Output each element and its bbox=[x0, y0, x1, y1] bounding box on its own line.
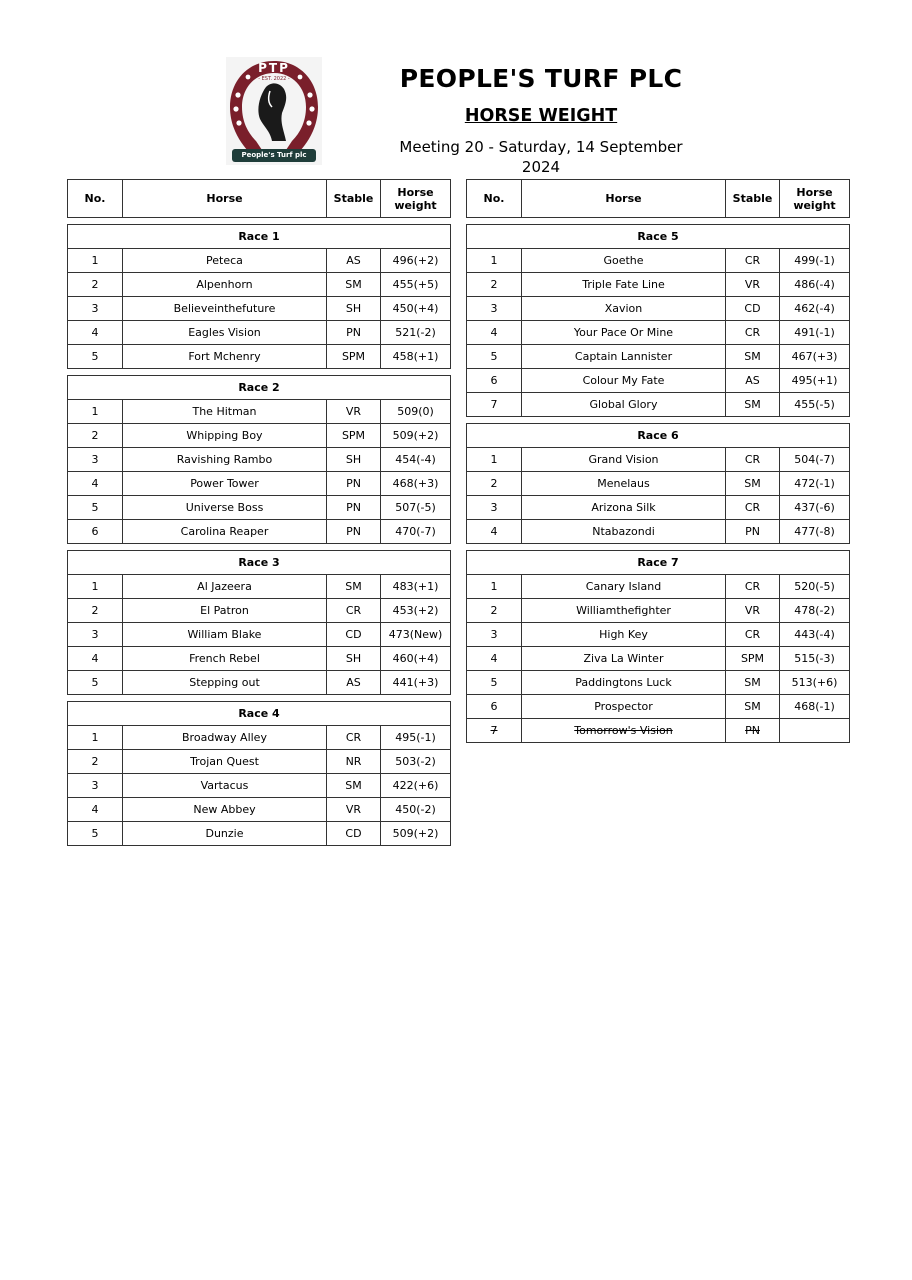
left-races-table bbox=[67, 179, 451, 846]
table-row bbox=[467, 321, 850, 345]
table-row bbox=[68, 774, 451, 798]
header bbox=[380, 62, 702, 177]
runner-number: 5 bbox=[467, 671, 522, 695]
runner-number: 5 bbox=[467, 345, 522, 369]
table-row bbox=[467, 472, 850, 496]
horse-name: Captain Lannister bbox=[522, 345, 726, 369]
horse-weight: 515(-3) bbox=[780, 647, 850, 671]
table-row bbox=[467, 695, 850, 719]
horse-weight: 450(-2) bbox=[381, 798, 451, 822]
stable-code: PN bbox=[726, 719, 780, 743]
horse-name: Universe Boss bbox=[123, 496, 327, 520]
race-title-row bbox=[467, 424, 850, 448]
horse-weight: 472(-1) bbox=[780, 472, 850, 496]
runner-number: 2 bbox=[467, 472, 522, 496]
runner-number: 6 bbox=[467, 695, 522, 719]
runner-number: 4 bbox=[68, 472, 123, 496]
horse-name: Xavion bbox=[522, 297, 726, 321]
horse-name: Stepping out bbox=[123, 671, 327, 695]
horse-weight: 422(+6) bbox=[381, 774, 451, 798]
table-row bbox=[68, 448, 451, 472]
horse-weight: 468(+3) bbox=[381, 472, 451, 496]
page-title: PEOPLE'S TURF PLC bbox=[399, 64, 683, 93]
table-row bbox=[467, 520, 850, 544]
horse-name: Eagles Vision bbox=[123, 321, 327, 345]
horse-weight: 454(-4) bbox=[381, 448, 451, 472]
race-spacer bbox=[68, 218, 451, 225]
table-row bbox=[68, 273, 451, 297]
horse-weight: 477(-8) bbox=[780, 520, 850, 544]
horse-weight: 491(-1) bbox=[780, 321, 850, 345]
race-title: Race 4 bbox=[68, 702, 451, 726]
runner-number: 7 bbox=[467, 719, 522, 743]
table-row bbox=[68, 822, 451, 846]
col-header-no: No. bbox=[467, 180, 522, 218]
runner-number: 2 bbox=[68, 424, 123, 448]
table-row bbox=[68, 321, 451, 345]
stable-code: PN bbox=[327, 472, 381, 496]
horse-weight: 478(-2) bbox=[780, 599, 850, 623]
stable-code: AS bbox=[327, 671, 381, 695]
horse-name: Broadway Alley bbox=[123, 726, 327, 750]
stable-code: CR bbox=[726, 623, 780, 647]
right-races-table bbox=[466, 179, 850, 743]
horse-weight: 437(-6) bbox=[780, 496, 850, 520]
horse-name: Paddingtons Luck bbox=[522, 671, 726, 695]
stable-code: PN bbox=[726, 520, 780, 544]
horse-name: El Patron bbox=[123, 599, 327, 623]
stable-code: SPM bbox=[327, 345, 381, 369]
horse-name: Peteca bbox=[123, 249, 327, 273]
runner-number: 1 bbox=[68, 575, 123, 599]
horse-weight: 509(+2) bbox=[381, 424, 451, 448]
stable-code: SM bbox=[327, 575, 381, 599]
table-row bbox=[467, 599, 850, 623]
stable-code: CR bbox=[726, 496, 780, 520]
horse-name: Fort Mchenry bbox=[123, 345, 327, 369]
col-header-stable: Stable bbox=[327, 180, 381, 218]
horse-name: Arizona Silk bbox=[522, 496, 726, 520]
runner-number: 1 bbox=[467, 448, 522, 472]
race-title-row bbox=[68, 551, 451, 575]
race-title: Race 2 bbox=[68, 376, 451, 400]
stable-code: SM bbox=[726, 695, 780, 719]
table-row bbox=[68, 726, 451, 750]
horse-name: Carolina Reaper bbox=[123, 520, 327, 544]
stable-code: SM bbox=[726, 393, 780, 417]
table-row bbox=[467, 448, 850, 472]
table-header-row bbox=[68, 180, 451, 218]
stable-code: CD bbox=[327, 623, 381, 647]
stable-code: AS bbox=[726, 369, 780, 393]
race-title-row bbox=[68, 702, 451, 726]
horse-name: Williamthefighter bbox=[522, 599, 726, 623]
logo-est: - EST. 2022 - bbox=[258, 76, 290, 82]
stable-code: CR bbox=[726, 249, 780, 273]
logo-letters: PTP bbox=[258, 61, 290, 75]
table-row bbox=[467, 647, 850, 671]
stable-code: NR bbox=[327, 750, 381, 774]
horse-name: Your Pace Or Mine bbox=[522, 321, 726, 345]
table-row bbox=[68, 249, 451, 273]
horse-name: Ziva La Winter bbox=[522, 647, 726, 671]
right-column bbox=[466, 179, 849, 743]
stable-code: SH bbox=[327, 297, 381, 321]
runner-number: 4 bbox=[68, 321, 123, 345]
horse-name: French Rebel bbox=[123, 647, 327, 671]
horse-weight: 453(+2) bbox=[381, 599, 451, 623]
stable-code: CR bbox=[726, 448, 780, 472]
runner-number: 2 bbox=[467, 273, 522, 297]
runner-number: 3 bbox=[467, 496, 522, 520]
table-row bbox=[467, 671, 850, 695]
race-title-row bbox=[68, 376, 451, 400]
stable-code: CR bbox=[726, 321, 780, 345]
horse-name: Al Jazeera bbox=[123, 575, 327, 599]
stable-code: PN bbox=[327, 321, 381, 345]
table-row bbox=[467, 393, 850, 417]
horse-name: Power Tower bbox=[123, 472, 327, 496]
horse-name: Vartacus bbox=[123, 774, 327, 798]
stable-code: CD bbox=[726, 297, 780, 321]
runner-number: 3 bbox=[467, 623, 522, 647]
table-row bbox=[68, 520, 451, 544]
col-header-stable: Stable bbox=[726, 180, 780, 218]
runner-number: 1 bbox=[68, 400, 123, 424]
race-spacer bbox=[68, 544, 451, 551]
table-row bbox=[467, 249, 850, 273]
stable-code: SM bbox=[327, 774, 381, 798]
runner-number: 5 bbox=[68, 671, 123, 695]
horse-weight: 495(-1) bbox=[381, 726, 451, 750]
race-spacer bbox=[467, 417, 850, 424]
horse-name: Goethe bbox=[522, 249, 726, 273]
table-row bbox=[68, 599, 451, 623]
runner-number: 4 bbox=[467, 647, 522, 671]
stable-code: SH bbox=[327, 448, 381, 472]
horse-name: Menelaus bbox=[522, 472, 726, 496]
runner-number: 3 bbox=[68, 448, 123, 472]
stable-code: AS bbox=[327, 249, 381, 273]
stable-code: CR bbox=[327, 599, 381, 623]
horse-name: High Key bbox=[522, 623, 726, 647]
table-row bbox=[467, 297, 850, 321]
stable-code: VR bbox=[327, 400, 381, 424]
table-row bbox=[467, 273, 850, 297]
runner-number: 2 bbox=[68, 273, 123, 297]
horse-weight: 513(+6) bbox=[780, 671, 850, 695]
runner-number: 3 bbox=[68, 623, 123, 647]
runner-number: 1 bbox=[467, 575, 522, 599]
horse-weight bbox=[780, 719, 850, 743]
table-row bbox=[68, 400, 451, 424]
stable-code: VR bbox=[726, 273, 780, 297]
horse-name: William Blake bbox=[123, 623, 327, 647]
table-row bbox=[68, 345, 451, 369]
table-row bbox=[68, 623, 451, 647]
table-row bbox=[467, 345, 850, 369]
horse-weight: 509(0) bbox=[381, 400, 451, 424]
table-row bbox=[68, 575, 451, 599]
race-title: Race 3 bbox=[68, 551, 451, 575]
horse-weight: 441(+3) bbox=[381, 671, 451, 695]
runner-number: 4 bbox=[467, 520, 522, 544]
stable-code: SM bbox=[726, 345, 780, 369]
runner-number: 1 bbox=[68, 249, 123, 273]
horse-name: Grand Vision bbox=[522, 448, 726, 472]
horse-name: Tomorrow's Vision bbox=[522, 719, 726, 743]
table-row bbox=[68, 297, 451, 321]
race-title: Race 1 bbox=[68, 225, 451, 249]
meeting-info: Meeting 20 - Saturday, 14 September 2024 bbox=[399, 138, 683, 176]
table-row bbox=[467, 496, 850, 520]
col-header-no: No. bbox=[68, 180, 123, 218]
horse-weight: 455(+5) bbox=[381, 273, 451, 297]
horse-name: Trojan Quest bbox=[123, 750, 327, 774]
table-row bbox=[467, 623, 850, 647]
col-header-horse: Horse bbox=[123, 180, 327, 218]
table-row bbox=[68, 750, 451, 774]
race-title: Race 6 bbox=[467, 424, 850, 448]
table-row bbox=[68, 647, 451, 671]
runner-number: 5 bbox=[68, 496, 123, 520]
horse-name: Canary Island bbox=[522, 575, 726, 599]
table-row bbox=[68, 472, 451, 496]
horse-name: Dunzie bbox=[123, 822, 327, 846]
stable-code: SM bbox=[726, 472, 780, 496]
table-row bbox=[467, 575, 850, 599]
col-header-weight: Horse weight bbox=[381, 180, 451, 218]
stable-code: CR bbox=[327, 726, 381, 750]
runner-number: 2 bbox=[68, 750, 123, 774]
horse-name: New Abbey bbox=[123, 798, 327, 822]
runner-number: 1 bbox=[467, 249, 522, 273]
page-subtitle: HORSE WEIGHT bbox=[464, 106, 618, 126]
runner-number: 3 bbox=[467, 297, 522, 321]
race-spacer bbox=[68, 369, 451, 376]
stable-code: PN bbox=[327, 520, 381, 544]
race-title-row bbox=[467, 225, 850, 249]
runner-number: 5 bbox=[68, 822, 123, 846]
table-row bbox=[68, 496, 451, 520]
stable-code: PN bbox=[327, 496, 381, 520]
runner-number: 2 bbox=[467, 599, 522, 623]
horse-weight: 503(-2) bbox=[381, 750, 451, 774]
stable-code: SPM bbox=[327, 424, 381, 448]
race-spacer bbox=[68, 695, 451, 702]
table-row bbox=[68, 424, 451, 448]
ptp-logo bbox=[226, 57, 322, 165]
horse-name: Whipping Boy bbox=[123, 424, 327, 448]
stable-code: SH bbox=[327, 647, 381, 671]
horse-name: Believeinthefuture bbox=[123, 297, 327, 321]
horse-name: The Hitman bbox=[123, 400, 327, 424]
table-header-row bbox=[467, 180, 850, 218]
stable-code: VR bbox=[327, 798, 381, 822]
horse-weight: 460(+4) bbox=[381, 647, 451, 671]
table-row bbox=[467, 369, 850, 393]
horse-weight: 473(New) bbox=[381, 623, 451, 647]
runner-number: 4 bbox=[68, 798, 123, 822]
stable-code: VR bbox=[726, 599, 780, 623]
runner-number: 3 bbox=[68, 774, 123, 798]
horse-name: Ravishing Rambo bbox=[123, 448, 327, 472]
col-header-weight: Horse weight bbox=[780, 180, 850, 218]
horse-weight: 509(+2) bbox=[381, 822, 451, 846]
horse-weight: 495(+1) bbox=[780, 369, 850, 393]
horse-weight: 458(+1) bbox=[381, 345, 451, 369]
race-title-row bbox=[68, 225, 451, 249]
runner-number: 4 bbox=[68, 647, 123, 671]
horse-weight: 499(-1) bbox=[780, 249, 850, 273]
runner-number: 2 bbox=[68, 599, 123, 623]
table-row bbox=[68, 798, 451, 822]
horse-name: Colour My Fate bbox=[522, 369, 726, 393]
table-row bbox=[68, 671, 451, 695]
runner-number: 3 bbox=[68, 297, 123, 321]
horse-weight: 450(+4) bbox=[381, 297, 451, 321]
horse-weight: 496(+2) bbox=[381, 249, 451, 273]
runner-number: 4 bbox=[467, 321, 522, 345]
race-title: Race 7 bbox=[467, 551, 850, 575]
left-column bbox=[67, 179, 450, 846]
horse-name: Alpenhorn bbox=[123, 273, 327, 297]
horse-weight: 483(+1) bbox=[381, 575, 451, 599]
horse-weight: 504(-7) bbox=[780, 448, 850, 472]
logo-banner: People's Turf plc bbox=[241, 151, 307, 159]
horse-weight: 443(-4) bbox=[780, 623, 850, 647]
horse-weight: 455(-5) bbox=[780, 393, 850, 417]
horse-weight: 467(+3) bbox=[780, 345, 850, 369]
horse-name: Triple Fate Line bbox=[522, 273, 726, 297]
runner-number: 1 bbox=[68, 726, 123, 750]
horse-weight: 521(-2) bbox=[381, 321, 451, 345]
runner-number: 7 bbox=[467, 393, 522, 417]
stable-code: SM bbox=[726, 671, 780, 695]
horse-weight: 520(-5) bbox=[780, 575, 850, 599]
stable-code: SM bbox=[327, 273, 381, 297]
horse-name: Global Glory bbox=[522, 393, 726, 417]
stable-code: SPM bbox=[726, 647, 780, 671]
runner-number: 5 bbox=[68, 345, 123, 369]
stable-code: CR bbox=[726, 575, 780, 599]
stable-code: CD bbox=[327, 822, 381, 846]
table-row bbox=[467, 719, 850, 743]
race-spacer bbox=[467, 218, 850, 225]
runner-number: 6 bbox=[467, 369, 522, 393]
horse-name: Ntabazondi bbox=[522, 520, 726, 544]
race-spacer bbox=[467, 544, 850, 551]
col-header-horse: Horse bbox=[522, 180, 726, 218]
runner-number: 6 bbox=[68, 520, 123, 544]
race-title: Race 5 bbox=[467, 225, 850, 249]
horse-weight: 462(-4) bbox=[780, 297, 850, 321]
horse-name: Prospector bbox=[522, 695, 726, 719]
race-title-row bbox=[467, 551, 850, 575]
horse-weight: 470(-7) bbox=[381, 520, 451, 544]
horse-weight: 468(-1) bbox=[780, 695, 850, 719]
horse-weight: 507(-5) bbox=[381, 496, 451, 520]
horse-weight: 486(-4) bbox=[780, 273, 850, 297]
